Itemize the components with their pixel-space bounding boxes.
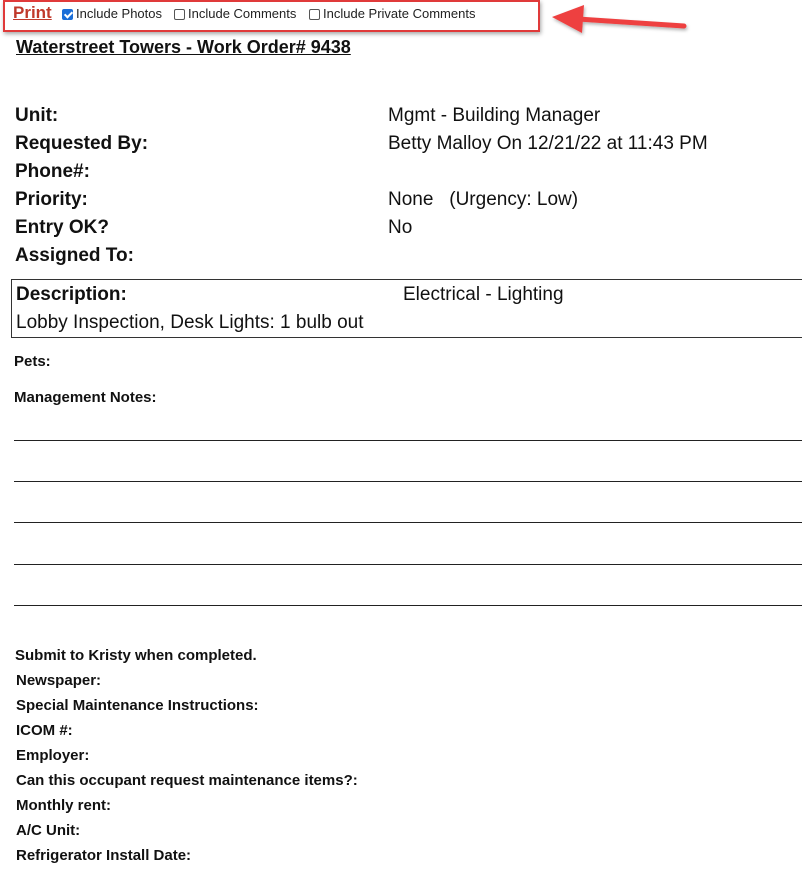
include-private-comments-checkbox[interactable] — [309, 9, 320, 20]
include-photos-checkbox[interactable] — [62, 9, 73, 20]
include-comments-option[interactable] — [174, 6, 296, 22]
requested-by-label: Requested By: — [15, 133, 149, 154]
note-line — [14, 440, 802, 441]
description-category: Electrical - Lighting — [403, 284, 564, 305]
include-comments-label: Include Comments — [188, 6, 297, 21]
management-notes-label: Management Notes: — [14, 389, 157, 406]
ac-unit-label: A/C Unit: — [16, 822, 81, 839]
note-line — [14, 564, 802, 565]
assigned-to-label: Assigned To: — [15, 245, 134, 266]
annotation-arrow-icon — [548, 2, 693, 42]
entry-ok-label: Entry OK? — [15, 217, 109, 238]
employer-label: Employer: — [16, 747, 90, 764]
priority-value: None (Urgency: Low) — [388, 189, 579, 210]
description-label: Description: — [16, 284, 127, 305]
print-toolbar — [3, 0, 540, 32]
include-private-comments-label: Include Private Comments — [323, 6, 476, 21]
submit-note: Submit to Kristy when completed. — [15, 647, 257, 664]
work-order-title: Waterstreet Towers - Work Order# 9438 — [16, 37, 351, 57]
note-line — [14, 522, 802, 523]
description-box — [11, 279, 802, 338]
note-line — [14, 605, 802, 606]
include-private-comments-option[interactable] — [309, 6, 475, 22]
pets-label: Pets: — [14, 353, 51, 370]
include-comments-checkbox[interactable] — [174, 9, 185, 20]
special-maintenance-instructions-label: Special Maintenance Instructions: — [16, 697, 259, 714]
priority-label: Priority: — [15, 189, 88, 210]
newspaper-label: Newspaper: — [16, 672, 102, 689]
monthly-rent-label: Monthly rent: — [16, 797, 111, 814]
icom-label: ICOM #: — [16, 722, 73, 739]
include-photos-label: Include Photos — [76, 6, 163, 21]
entry-ok-value: No — [388, 217, 413, 238]
note-line — [14, 481, 802, 482]
phone-label: Phone#: — [15, 161, 90, 182]
requested-by-value: Betty Malloy On 12/21/22 at 11:43 PM — [388, 133, 708, 154]
unit-label: Unit: — [15, 105, 59, 126]
unit-value: Mgmt - Building Manager — [388, 105, 601, 126]
occupant-request-label: Can this occupant request maintenance items?: — [16, 772, 358, 789]
refrigerator-install-date-label: Refrigerator Install Date: — [16, 847, 192, 864]
print-link[interactable]: Print — [13, 3, 52, 22]
include-photos-option[interactable] — [62, 6, 162, 22]
description-text: Lobby Inspection, Desk Lights: 1 bulb out — [16, 312, 364, 333]
